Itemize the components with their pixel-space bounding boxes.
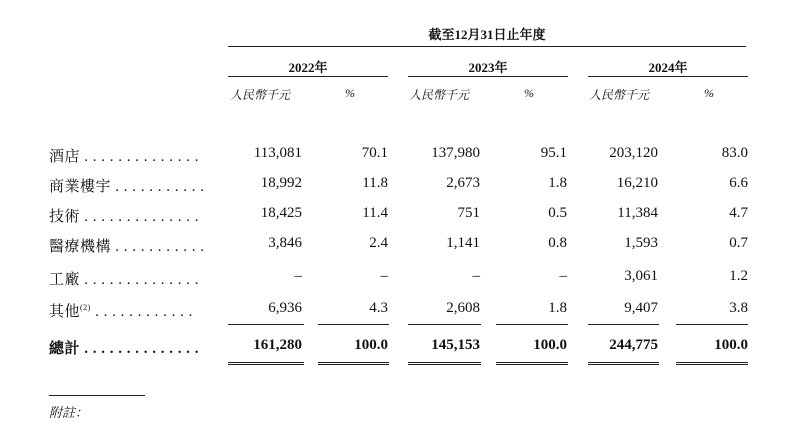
cell-2022-pct: 100.0 bbox=[354, 337, 388, 353]
period-header: 截至12月31日止年度 bbox=[428, 27, 546, 42]
total-double-rule-1 bbox=[228, 362, 304, 365]
cell-2024-amount: 11,384 bbox=[617, 205, 658, 221]
cell-2022-amount: 161,280 bbox=[253, 337, 302, 353]
year-2022: 2022年 bbox=[288, 60, 328, 75]
cell-2024-amount: 244,775 bbox=[609, 337, 658, 353]
subtotal-rule-6 bbox=[676, 324, 748, 325]
cell-2022-amount: – bbox=[294, 268, 302, 284]
subtotal-rule-2 bbox=[318, 324, 389, 325]
total-double-rule-4 bbox=[496, 362, 568, 365]
cell-2023-amount: 751 bbox=[457, 205, 480, 221]
subtotal-rule-3 bbox=[408, 324, 481, 325]
year-rule-2024 bbox=[588, 76, 748, 77]
unit-amount-2022: 人民幣千元 bbox=[230, 88, 291, 102]
period-rule bbox=[228, 46, 746, 47]
cell-2024-pct: 1.2 bbox=[729, 268, 748, 284]
table-row-factory bbox=[0, 268, 800, 288]
cell-2023-pct: – bbox=[559, 268, 567, 284]
cell-2024-pct: 0.7 bbox=[729, 235, 748, 251]
cell-2023-pct: 1.8 bbox=[548, 300, 567, 316]
row-label: 其他$^{(2)}$ . . . . . . . . . . . . bbox=[49, 303, 193, 320]
footnote-marker: (2) bbox=[80, 303, 91, 312]
cell-2022-pct: 4.3 bbox=[369, 300, 388, 316]
cell-2024-amount: 3,061 bbox=[624, 268, 658, 284]
cell-2024-pct: 83.0 bbox=[721, 145, 748, 161]
cell-2022-amount: 18,425 bbox=[260, 205, 302, 221]
cell-2023-amount: 2,673 bbox=[446, 175, 480, 191]
cell-2023-pct: 100.0 bbox=[533, 337, 567, 353]
subtotal-rule-4 bbox=[496, 324, 568, 325]
cell-2023-amount: 137,980 bbox=[431, 145, 480, 161]
cell-2024-amount: 9,407 bbox=[624, 300, 658, 316]
table-row-others bbox=[0, 300, 800, 320]
table-row-medical bbox=[0, 235, 800, 255]
total-double-rule-3 bbox=[408, 362, 481, 365]
cell-2023-amount: 145,153 bbox=[431, 337, 480, 353]
row-label: 工廠 . . . . . . . . . . . . . . bbox=[49, 272, 200, 288]
cell-2023-pct: 1.8 bbox=[548, 175, 567, 191]
cell-2022-amount: 3,846 bbox=[268, 235, 302, 251]
row-label: 總計 . . . . . . . . . . . . . . bbox=[49, 341, 200, 357]
table-row-total bbox=[0, 337, 800, 357]
cell-2022-pct: 11.8 bbox=[362, 175, 388, 191]
table-row-commercial bbox=[0, 175, 800, 195]
row-label: 醫療機構 . . . . . . . . . . . bbox=[49, 239, 205, 255]
cell-2024-pct: 100.0 bbox=[714, 337, 748, 353]
cell-2024-pct: 3.8 bbox=[729, 300, 748, 316]
cell-2023-amount: 2,608 bbox=[446, 300, 480, 316]
cell-2023-amount: 1,141 bbox=[446, 235, 480, 251]
cell-2024-amount: 1,593 bbox=[624, 235, 658, 251]
footnote-rule bbox=[49, 395, 145, 396]
year-rule-2022 bbox=[228, 76, 388, 77]
cell-2022-pct: 11.4 bbox=[362, 205, 388, 221]
cell-2022-amount: 113,081 bbox=[253, 145, 302, 161]
cell-2023-pct: 0.8 bbox=[548, 235, 567, 251]
year-rule-2023 bbox=[408, 76, 568, 77]
cell-2024-amount: 16,210 bbox=[616, 175, 658, 191]
unit-pct-2024: % bbox=[704, 86, 714, 100]
unit-pct-2022: % bbox=[345, 86, 355, 100]
subtotal-rule-5 bbox=[588, 324, 659, 325]
cell-2022-amount: 6,936 bbox=[268, 300, 302, 316]
cell-2022-amount: 18,992 bbox=[260, 175, 302, 191]
table-row-technology bbox=[0, 205, 800, 225]
unit-pct-2023: % bbox=[524, 86, 534, 100]
table-row-hotel bbox=[0, 145, 800, 165]
row-label: 技術 . . . . . . . . . . . . . . bbox=[49, 209, 200, 225]
cell-2024-pct: 6.6 bbox=[729, 175, 748, 191]
subtotal-rule-1 bbox=[228, 324, 304, 325]
unit-amount-2023: 人民幣千元 bbox=[409, 88, 470, 102]
total-double-rule-2 bbox=[318, 362, 389, 365]
cell-2022-pct: 70.1 bbox=[361, 145, 388, 161]
year-2023: 2023年 bbox=[468, 60, 508, 75]
cell-2024-pct: 4.7 bbox=[729, 205, 748, 221]
cell-2022-pct: – bbox=[380, 268, 388, 284]
cell-2023-pct: 0.5 bbox=[548, 205, 567, 221]
footnote-label: 附註： bbox=[49, 405, 89, 420]
cell-2024-amount: 203,120 bbox=[609, 145, 658, 161]
cell-2023-pct: 95.1 bbox=[540, 145, 567, 161]
unit-amount-2024: 人民幣千元 bbox=[589, 88, 650, 102]
row-label: 商業樓宇 . . . . . . . . . . . bbox=[49, 179, 205, 195]
row-label: 酒店 . . . . . . . . . . . . . . bbox=[49, 149, 200, 165]
total-double-rule-6 bbox=[676, 362, 748, 365]
cell-2023-amount: – bbox=[472, 268, 480, 284]
year-2024: 2024年 bbox=[648, 60, 688, 75]
total-double-rule-5 bbox=[588, 362, 659, 365]
cell-2022-pct: 2.4 bbox=[369, 235, 388, 251]
